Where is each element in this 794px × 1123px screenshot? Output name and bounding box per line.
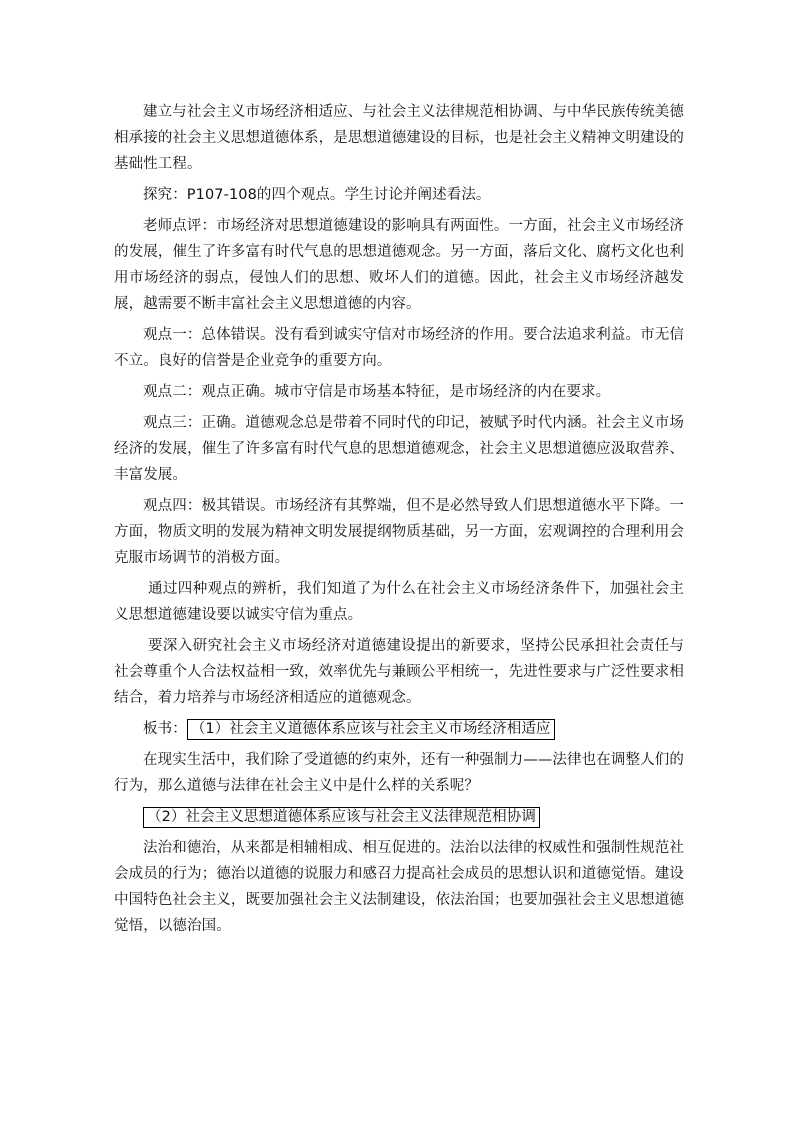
paragraph-rule-of-law: 法治和德治，从来都是相辅相成、相互促进的。法治以法律的权威性和强制性规范社会成员的行为；德治以道德的说服力和感召力提高社会成员的思想认识和道德觉悟。建设中国特色社会主义，既要加强社会主义法制建设，依法治国；也要加强社会主义思想道德觉悟，以德治国。 bbox=[114, 840, 684, 934]
board-line-1 bbox=[114, 716, 684, 742]
board-item-1: （1）社会主义道德体系应该与社会主义市场经济相适应 bbox=[187, 719, 555, 740]
paragraph-explore: 探究：P107-108的四个观点。学生讨论并阐述看法。 bbox=[143, 187, 491, 203]
paragraph-teacher-comment: 老师点评：市场经济对思想道德建设的影响具有两面性。一方面，社会主义市场经济的发展，催生了许多富有时代气息的思想道德观念。另一方面，落后文化、腐朽文化也利用市场经济的弱点，侵蚀人们的思想、败坏人们的道德。因此，社会主义市场经济越发展，越需要不断丰富社会主义思想道德的内容。 bbox=[114, 218, 684, 312]
document-body bbox=[114, 99, 684, 944]
paragraph-viewpoint-1: 观点一：总体错误。没有看到诚实守信对市场经济的作用。要合法追求利益。市无信不立。良好的信誉是企业竞争的重要方向。 bbox=[114, 327, 684, 369]
paragraph-viewpoint-4: 观点四：极其错误。市场经济有其弊端，但不是必然导致人们思想道德水平下降。一方面，物质文明的发展为精神文明发展提纲物质基础，另一方面，宏观调控的合理利用会克服市场调节的消极方面。 bbox=[114, 498, 684, 566]
paragraph-analysis-summary: 通过四种观点的辨析，我们知道了为什么在社会主义市场经济条件下，加强社会主义思想道德建设要以诚实守信为重点。 bbox=[114, 581, 684, 623]
paragraph-law-question: 在现实生活中，我们除了受道德的约束外，还有一种强制力——法律也在调整人们的行为，那么道德与法律在社会主义中是什么样的关系呢？ bbox=[114, 752, 684, 794]
board-line-2 bbox=[114, 804, 684, 830]
paragraph-viewpoint-3: 观点三：正确。道德观念总是带着不同时代的印记，被赋予时代内涵。社会主义市场经济的发展，催生了许多富有时代气息的思想道德观念，社会主义思想道德应汲取营养、丰富发展。 bbox=[114, 415, 684, 483]
board-label: 板书： bbox=[143, 721, 187, 737]
paragraph-goal: 建立与社会主义市场经济相适应、与社会主义法律规范相协调、与中华民族传统美德相承接的社会主义思想道德体系，是思想道德建设的目标，也是社会主义精神文明建设的基础性工程。 bbox=[114, 104, 684, 172]
paragraph-new-requirements: 要深入研究社会主义市场经济对道德建设提出的新要求，坚持公民承担社会责任与社会尊重个人合法权益相一致，效率优先与兼顾公平相统一，先进性要求与广泛性要求相结合，着力培养与市场经济相适应的道德观念。 bbox=[114, 638, 684, 706]
board-item-2: （2）社会主义思想道德体系应该与社会主义法律规范相协调 bbox=[143, 807, 540, 828]
paragraph-viewpoint-2: 观点二：观点正确。城市守信是市场基本特征，是市场经济的内在要求。 bbox=[143, 384, 611, 400]
